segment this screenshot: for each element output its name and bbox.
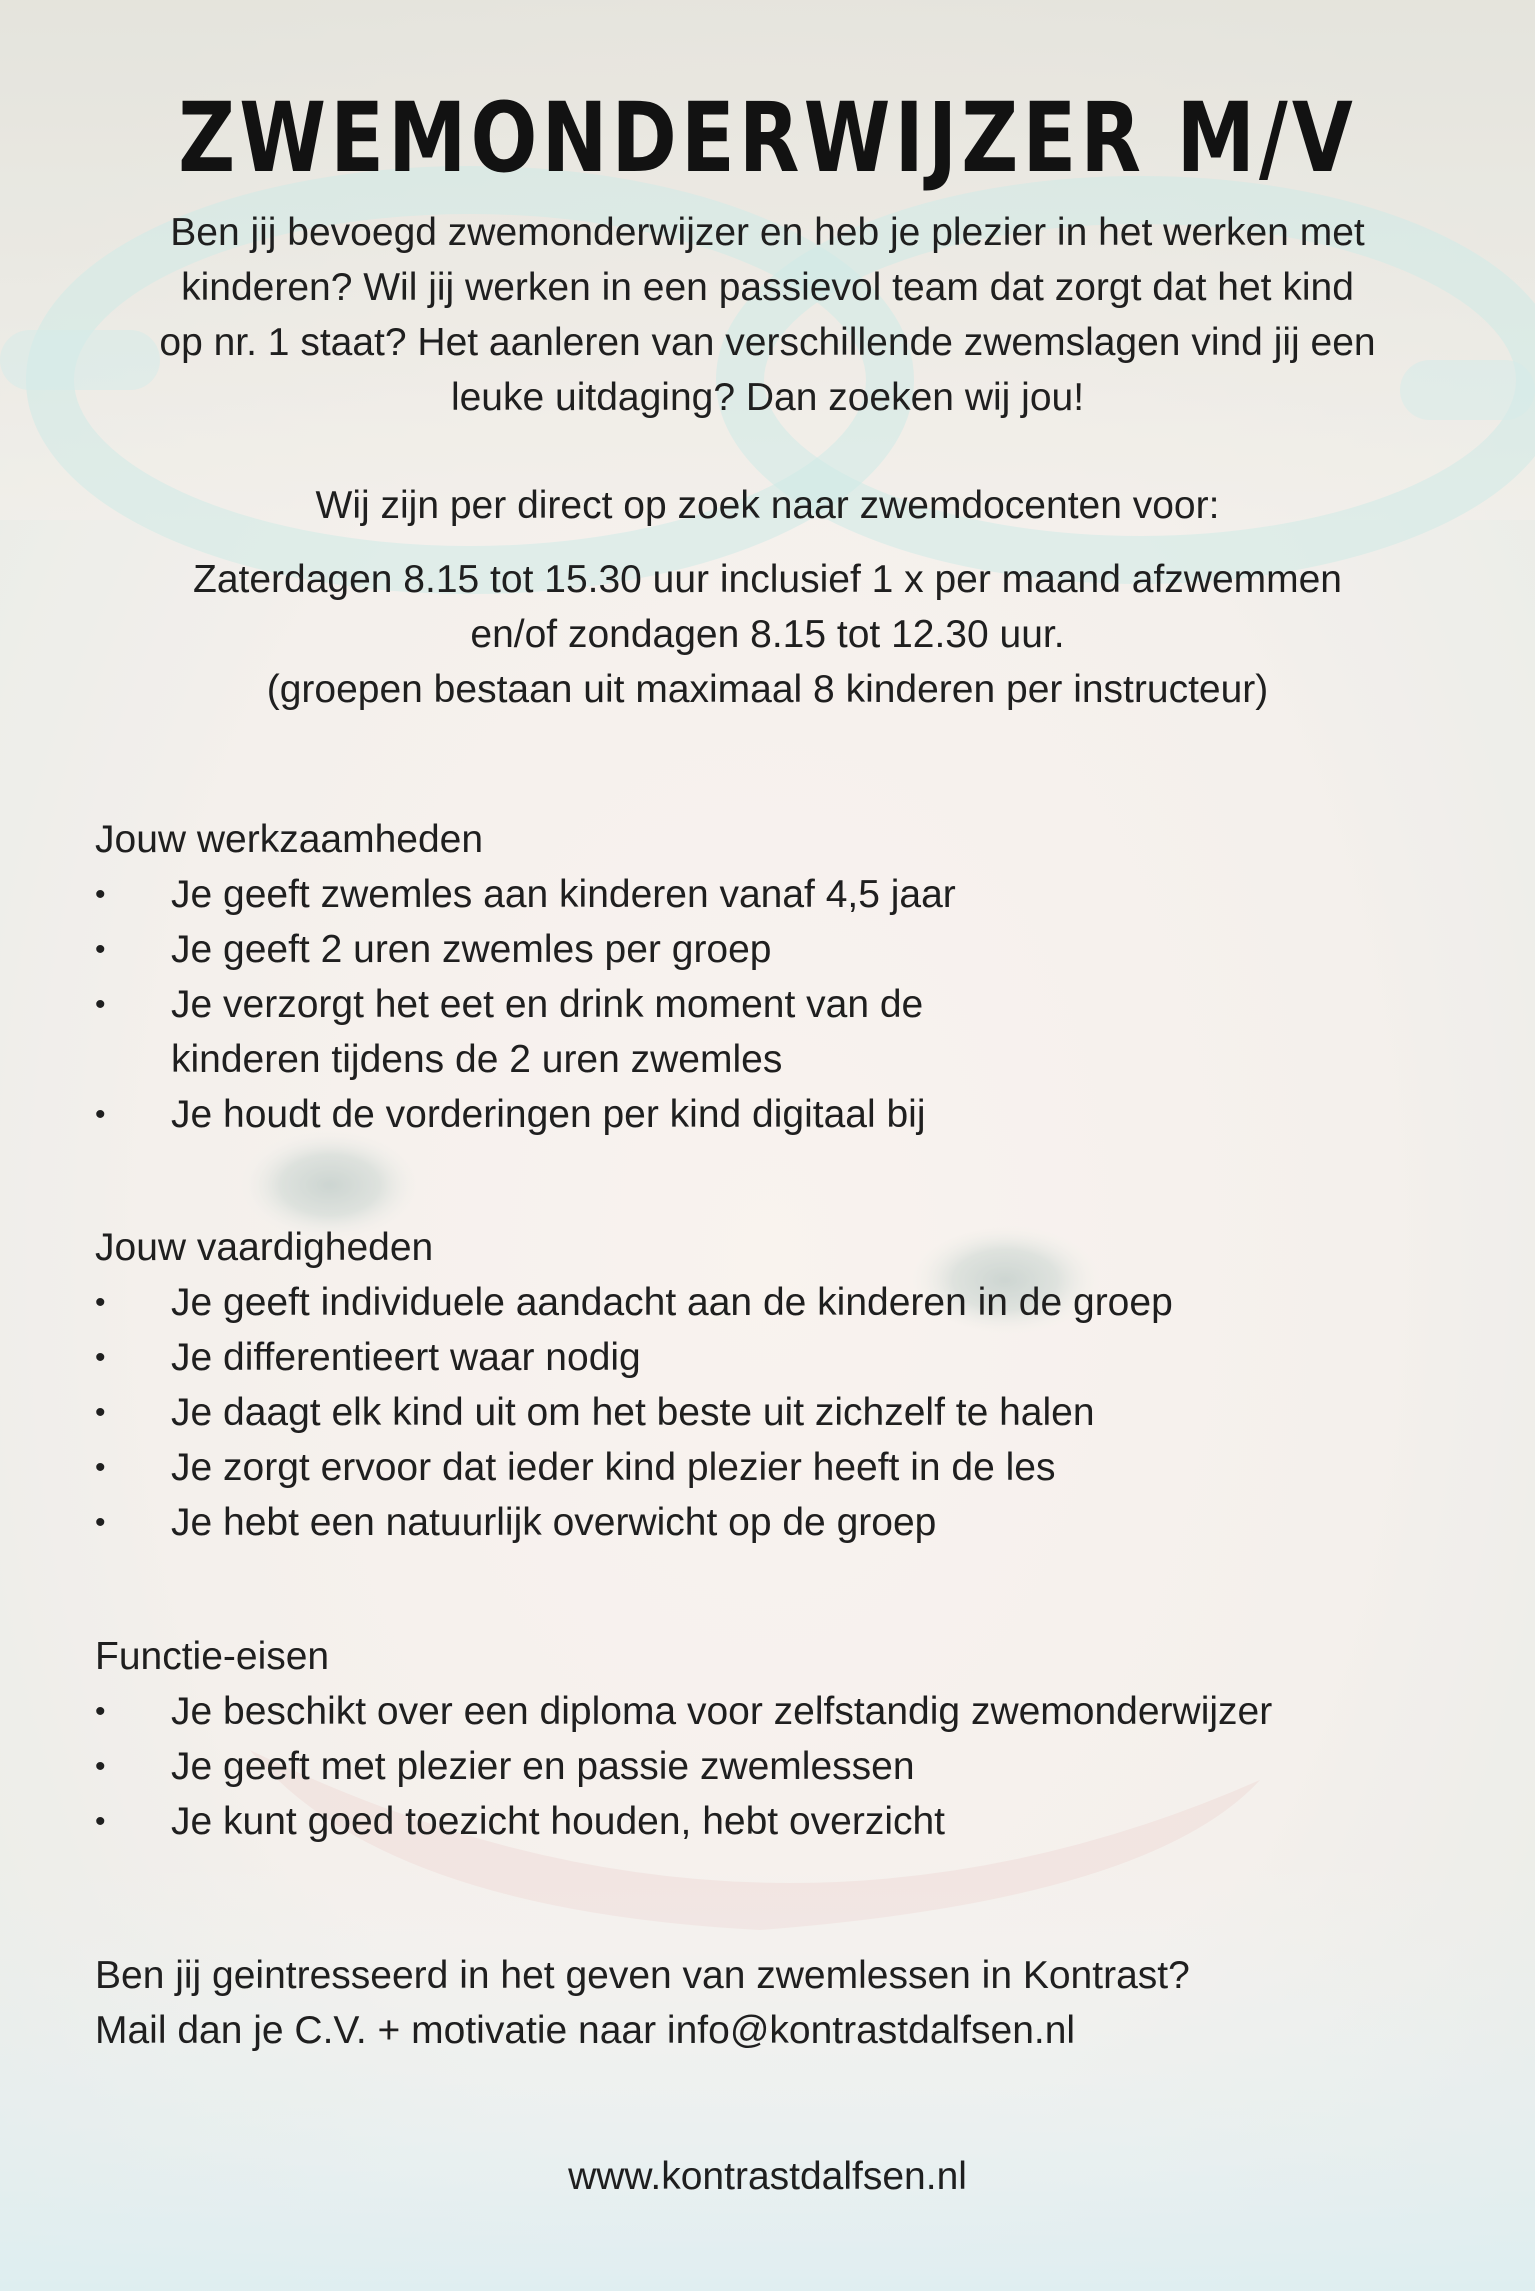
bullet-icon: • <box>95 933 106 966</box>
list-item: • Je houdt de vorderingen per kind digitaal bij <box>95 1087 1435 1142</box>
list-item: • Je differentieert waar nodig <box>95 1330 1435 1385</box>
bullet-icon: • <box>95 1750 106 1783</box>
intro-line: Ben jij bevoegd zwemonderwijzer en heb je plezier in het werken met <box>170 211 1365 254</box>
section-vaardigheden <box>95 1220 1435 1550</box>
list-item: • Je daagt elk kind uit om het beste uit zichzelf te halen <box>95 1385 1435 1440</box>
section-heading: Jouw werkzaamheden <box>95 818 484 861</box>
intro-line: leuke uitdaging? Dan zoeken wij jou! <box>450 376 1085 419</box>
list-item: • Je kunt goed toezicht houden, hebt overzicht <box>95 1794 1435 1849</box>
page-title: ZWEMONDERWIJZER M/V <box>178 82 1357 194</box>
section-heading: Functie-eisen <box>95 1635 330 1678</box>
website-link[interactable]: www.kontrastdalfsen.nl <box>568 2155 967 2198</box>
schedule-line: (groepen bestaan uit maximaal 8 kinderen per instructeur) <box>266 668 1269 711</box>
list-item: • Je geeft individuele aandacht aan de kinderen in de groep <box>95 1275 1435 1330</box>
list-item: • Je hebt een natuurlijk overwicht op de groep <box>95 1495 1435 1550</box>
bullet-icon: • <box>95 878 106 911</box>
cta-line: Mail dan je C.V. + motivatie naar info@kontrastdalfsen.nl <box>95 2009 1076 2052</box>
list-item: • Je geeft met plezier en passie zwemlessen <box>95 1739 1435 1794</box>
list-item: • Je verzorgt het eet en drink moment van de kinderen tijdens de 2 uren zwemles <box>95 977 1435 1087</box>
bullet-list <box>95 867 1435 1142</box>
intro-line: op nr. 1 staat? Het aanleren van verschillende zwemslagen vind jij een <box>159 321 1376 364</box>
list-item: • Je geeft zwemles aan kinderen vanaf 4,5 jaar <box>95 867 1435 922</box>
looking-for-text: Wij zijn per direct op zoek naar zwemdocenten voor: <box>315 484 1220 527</box>
section-heading: Jouw vaardigheden <box>95 1226 434 1269</box>
bullet-icon: • <box>95 1451 106 1484</box>
bullet-icon: • <box>95 1341 106 1374</box>
list-item: • Je zorgt ervoor dat ieder kind plezier heeft in de les <box>95 1440 1435 1495</box>
schedule-text <box>95 552 1440 717</box>
schedule-line: Zaterdagen 8.15 tot 15.30 uur inclusief 1 x per maand afzwemmen <box>193 558 1342 601</box>
bullet-icon: • <box>95 1805 106 1838</box>
intro-paragraph <box>95 205 1440 425</box>
bullet-list <box>95 1684 1435 1849</box>
bullet-icon: • <box>95 1506 106 1539</box>
call-to-action <box>95 1948 1435 2058</box>
list-item: • Je beschikt over een diploma voor zelfstandig zwemonderwijzer <box>95 1684 1435 1739</box>
bullet-icon: • <box>95 1098 106 1131</box>
section-functie-eisen <box>95 1629 1435 1849</box>
bullet-list <box>95 1275 1435 1550</box>
cta-line: Ben jij geintresseerd in het geven van zwemlessen in Kontrast? <box>95 1954 1190 1997</box>
bullet-icon: • <box>95 1396 106 1429</box>
bullet-icon: • <box>95 1286 106 1319</box>
schedule-line: en/of zondagen 8.15 tot 12.30 uur. <box>470 613 1065 656</box>
intro-line: kinderen? Wil jij werken in een passievol team dat zorgt dat het kind <box>181 266 1354 309</box>
bullet-icon: • <box>95 988 106 1021</box>
bullet-icon: • <box>95 1695 106 1728</box>
list-item: • Je geeft 2 uren zwemles per groep <box>95 922 1435 977</box>
section-werkzaamheden <box>95 812 1435 1142</box>
